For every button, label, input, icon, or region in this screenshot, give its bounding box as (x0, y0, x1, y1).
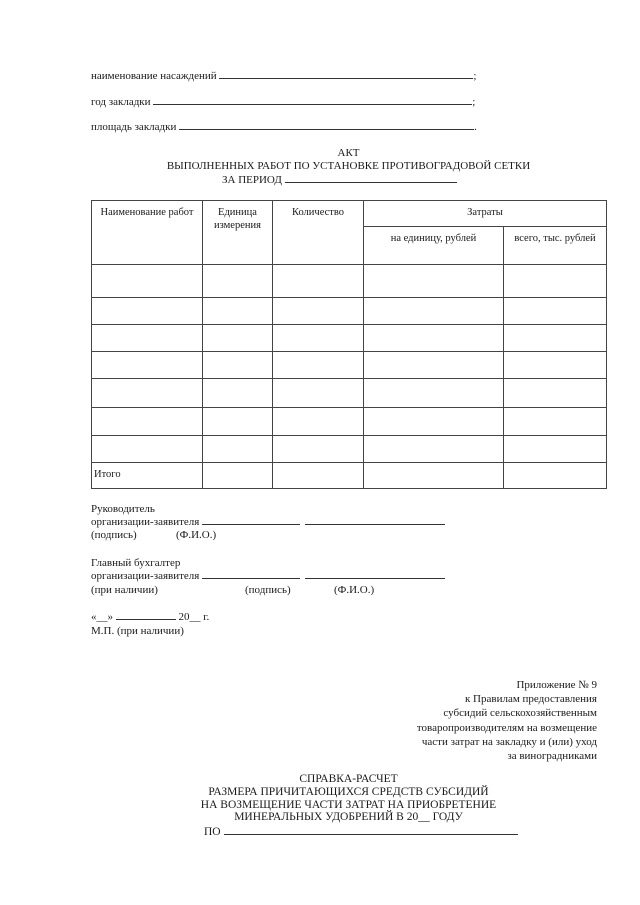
spravka-title-line3: НА ВОЗМЕЩЕНИЕ ЧАСТИ ЗАТРАТ НА ПРИОБРЕТЕНИЕ (200, 798, 497, 811)
head-label-line2 (91, 516, 445, 529)
appendix-line: за виноградниками (507, 750, 597, 763)
table-row (92, 352, 607, 379)
header-unit: Единица измерения (203, 201, 273, 265)
head-fio-caption: (Ф.И.О.) (176, 529, 217, 541)
date-line (91, 611, 209, 624)
field-end: . (474, 121, 477, 133)
works-table (91, 200, 607, 489)
total-label: Итого (92, 463, 203, 489)
acc-sign-caption: (подпись) (245, 584, 291, 596)
head-org-label: организации-заявителя (91, 516, 200, 528)
table-row (92, 379, 607, 408)
spravka-by-line[interactable] (224, 833, 518, 835)
appendix-line: части затрат на закладку и (или) уход (421, 735, 597, 748)
field-end: ; (473, 70, 477, 82)
fill-line[interactable] (179, 128, 474, 130)
head-sign-caption: (подпись) (91, 529, 137, 541)
appendix-line: Приложение № 9 (516, 679, 597, 691)
head-name-line[interactable] (305, 523, 445, 525)
appendix-block (417, 678, 597, 763)
field-planting-year (91, 96, 475, 109)
header-costs: Затраты (364, 201, 607, 227)
act-period (222, 174, 457, 187)
period-label: ЗА ПЕРИОД (222, 174, 282, 186)
act-title-line2: ВЫПОЛНЕННЫХ РАБОТ ПО УСТАНОВКЕ ПРОТИВОГРАДОВОЙ СЕТКИ (166, 160, 531, 173)
acc-name-line[interactable] (305, 577, 445, 579)
header-per-unit: на единицу, рублей (364, 227, 504, 265)
acc-if-any-caption: (при наличии) (91, 584, 158, 596)
field-plantation-name (91, 70, 476, 83)
appendix-line: субсидий сельскохозяйственным (443, 707, 597, 720)
period-fill-line[interactable] (285, 181, 457, 183)
header-work-name: Наименование работ (92, 201, 203, 265)
appendix-line: к Правилам предоставления (464, 693, 597, 706)
table-row (92, 265, 607, 298)
total-row (92, 463, 607, 489)
acc-fio-caption: (Ф.И.О.) (334, 584, 375, 596)
spravka-title-line4: МИНЕРАЛЬНЫХ УДОБРЕНИЙ В 20__ ГОДУ (234, 811, 463, 824)
table-row (92, 325, 607, 352)
stamp-caption: М.П. (при наличии) (91, 625, 184, 637)
act-title (91, 147, 606, 173)
field-end: ; (472, 96, 476, 108)
table-row (92, 298, 607, 325)
spravka-title-line2: РАЗМЕРА ПРИЧИТАЮЩИХСЯ СРЕДСТВ СУБСИДИЙ (208, 785, 489, 798)
fill-line[interactable] (153, 103, 472, 105)
spravka-title (91, 773, 606, 824)
fill-line[interactable] (219, 77, 473, 79)
appendix-line: товаропроизводителям на возмещение (416, 721, 597, 734)
acc-label-line1: Главный бухгалтер (91, 557, 181, 569)
field-label: площадь закладки (91, 121, 177, 133)
acc-org-label: организации-заявителя (91, 570, 200, 582)
acc-label-line2 (91, 570, 445, 583)
field-label: наименование насаждений (91, 70, 217, 82)
field-planting-area (91, 121, 477, 134)
header-quantity: Количество (273, 201, 364, 265)
spravka-by-label: ПО (204, 826, 221, 838)
act-title-line1: АКТ (337, 147, 360, 159)
field-label: год закладки (91, 96, 151, 108)
date-year: 20__ г. (178, 611, 210, 623)
table-row (92, 408, 607, 436)
head-label-line1: Руководитель (91, 503, 155, 515)
spravka-title-line1: СПРАВКА-РАСЧЕТ (299, 773, 398, 785)
acc-sign-line[interactable] (202, 577, 300, 579)
date-month-line[interactable] (116, 618, 176, 620)
table-row (92, 436, 607, 463)
head-sign-line[interactable] (202, 523, 300, 525)
spravka-by (204, 826, 518, 840)
header-total: всего, тыс. рублей (504, 227, 607, 265)
date-day: «__» (91, 611, 113, 623)
